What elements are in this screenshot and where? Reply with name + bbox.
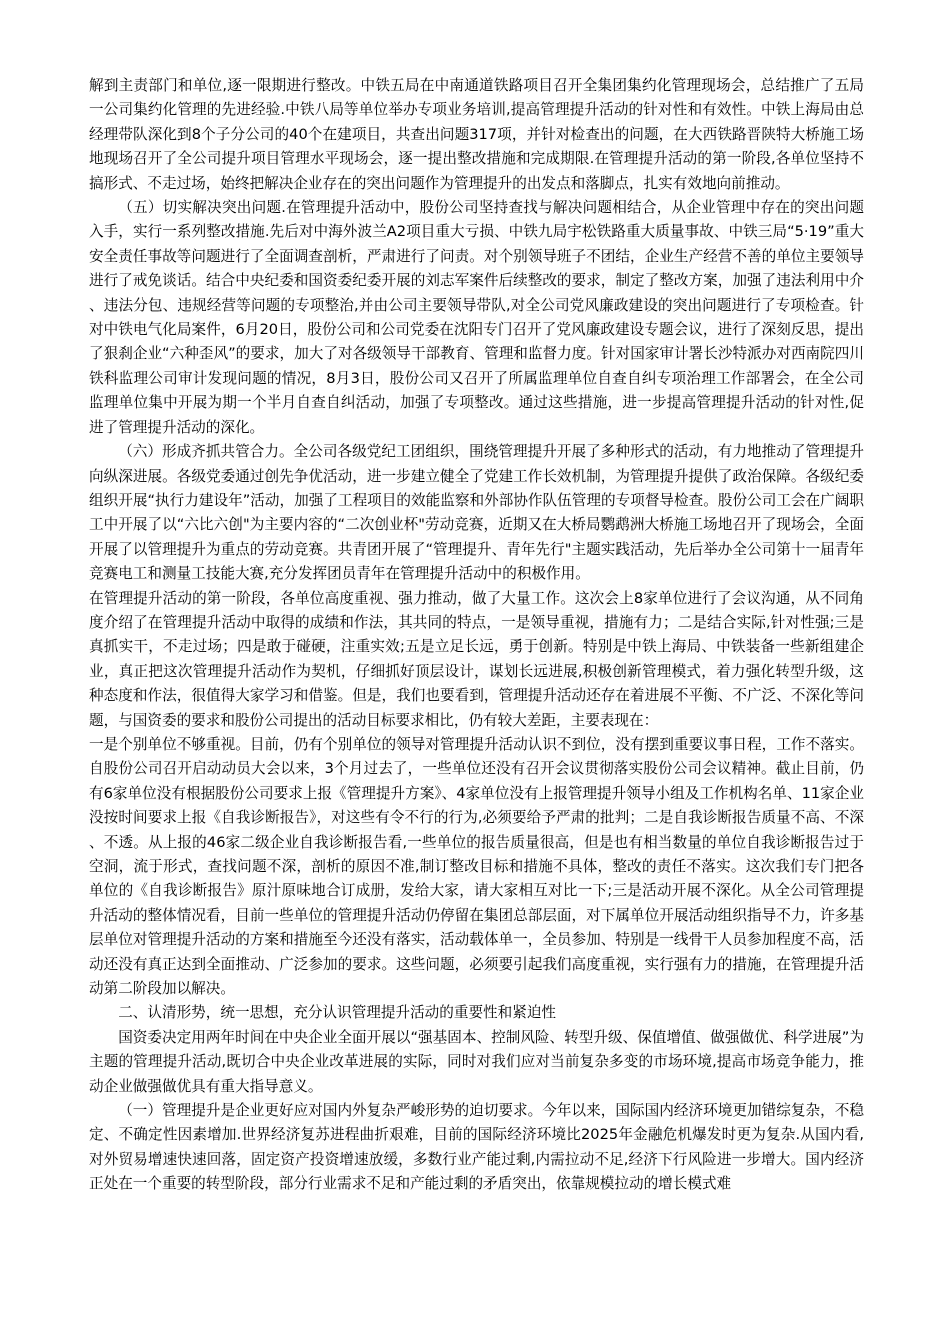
problems-paragraph: 一是个别单位不够重视。目前，仍有个别单位的领导对管理提升活动认识不到位，没有摆到重要议事日程，工作不落实。自股份公司召开启动动员大会以来，3个月过去了，一些单位还没有召开会议贯彻落实股份公司会议精神。截止目前，仍有6家单位没有根据股份公司要求上报《管理提升方案》、4家单位没有上报管理提升领导小组及工作机构名单、11家企业没按时间要求上报《自我诊断报告》，对这些有令不行的行为,必须要给予严肃的批判；二是自我诊断报告质量不高、不深、不透。从上报的46家二级企业自我诊断报告看,一些单位的报告质量很高，但是也有相当数量的单位自我诊断报告过于空洞，流于形式，查找问题不深，剖析的原因不准,制订整改目标和措施不具体，整改的责任不落实。这次我们专门把各单位的《自我诊断报告》原汁原味地合订成册，发给大家，请大家相互对比一下;三是活动开展不深化。从全公司管理提升活动的整体情况看，目前一些单位的管理提升活动仍停留在集团总部层面，对下属单位开展活动组织指导不力，许多基层单位对管理提升活动的方案和措施至今还没有落实，活动载体单一，全员参加、特别是一线骨干人员参加程度不高，活动还没有真正达到全面推动、广泛参加的要求。这些问题，必须要引起我们高度重视，实行强有力的措施，在管理提升活动第二阶段加以解决。 bbox=[89, 735, 864, 998]
section-six-paragraph: （六）形成齐抓共管合力。全公司各级党纪工团组织，围绕管理提升开展了多种形式的活动，有力地推动了管理提升向纵深进展。各级党委通过创先争优活动，进一步建立健全了党建工作长效机制，为管理提升提供了政治保障。各级纪委组织开展“执行力建设年”活动，加强了工程项目的效能监察和外部协作队伍管理的专项督导检查。股份公司工会在广阔职工中开展了以“六比六创"为主要内容的“二次创业杯"劳动竞赛，近期又在大桥局鹦鹉洲大桥施工场地召开了现场会，全面开展了以管理提升为重点的劳动竞赛。共青团开展了“管理提升、青年先行"主题实践活动，先后举办全公司第十一届青年竞赛电工和测量工技能大赛,充分发挥团员青年在管理提升活动中的积极作用。 bbox=[89, 443, 864, 583]
subsection-one-paragraph: （一）管理提升是企业更好应对国内外复杂严峻形势的迫切要求。今年以来，国际国内经济环境更加错综复杂，不稳定、不确定性因素增加.世界经济复苏进程曲折艰难，目前的国际经济环境比2025年金融危机爆发时更为复杂.从国内看,对外贸易增速快速回落，固定资产投资增速放缓，多数行业产能过剩,内需拉动不足,经济下行风险进一步增大。国内经济正处在一个重要的转型阶段，部分行业需求不足和产能过剩的矛盾突出，依靠规模拉动的增长模式难 bbox=[89, 1102, 864, 1193]
section-heading-two: 二、认清形势，统一思想，充分认识管理提升活动的重要性和紧迫性 bbox=[118, 1004, 557, 1022]
section-five-paragraph: （五）切实解决突出问题.在管理提升活动中，股份公司坚持查找与解决问题相结合，从企业管理中存在的突出问题入手，实行一系列整改措施.先后对中海外波兰A2项目重大亏损、中铁九局宇松铁路重大质量事故、中铁三局“5·19”重大安全责任事故等问题进行了全面调查剖析，严肃进行了问责。对个别领导班子不团结，企业生产经营不善的单位主要领导进行了戒免谈话。结合中央纪委和国资委纪委开展的刘志军案件后续整改的要求，制定了整改方案，加强了违法利用中介、违法分包、违规经营等问题的专项整治,并由公司主要领导带队,对全公司党风廉政建设的突出问题进行了专项检查。针对中铁电气化局案件，6月20日，股份公司和公司党委在沈阳专门召开了党风廉政建设专题会议，进行了深刻反思，提出了狠刹企业“六种歪风”的要求，加大了对各级领导干部教育、管理和监督力度。针对国家审计署长沙特派办对西南院四川铁科监理公司审计发现问题的情况，8月3日，股份公司又召开了所属监理单位自查自纠专项治理工作部署会，在全公司监理单位集中开展为期一个半月自查自纠活动，加强了专项整改。通过这些措施，进一步提高管理提升活动的针对性,促进了管理提升活动的深化。 bbox=[89, 199, 864, 436]
body-paragraph-1: 解到主责部门和单位,逐一限期进行整改。中铁五局在中南通道铁路项目召开全集团集约化管理现场会，总结推广了五局一公司集约化管理的先进经验.中铁八局等单位举办专项业务培训,提高管理提升活动的针对性和有效性。中铁上海局由总经理带队深化到8个子分公司的40个在建项目，共查出问题317项，并针对检查出的问题，在大西铁路晋陕特大桥施工场地现场召开了全公司提升项目管理水平现场会，逐一提出整改措施和完成期限.在管理提升活动的第一阶段,各单位坚持不搞形式、不走过场，始终把解决企业存在的突出问题作为管理提升的出发点和落脚点，扎实有效地向前推动。 bbox=[89, 77, 864, 192]
sasac-decision-paragraph: 国资委决定用两年时间在中央企业全面开展以“强基固本、控制风险、转型升级、保值增值、做强做优、科学进展”为主题的管理提升活动,既切合中央企业改革进展的实际，同时对我们应对当前复杂多变的市场环境,提高市场竞争能力，推动企业做强做优具有重大指导意义。 bbox=[89, 1028, 864, 1095]
first-stage-summary-paragraph: 在管理提升活动的第一阶段，各单位高度重视、强力推动，做了大量工作。这次会上8家单位进行了会议沟通，从不同角度介绍了在管理提升活动中取得的成绩和作法，其共同的特点，一是领导重视，措施有力；二是结合实际,针对性强;三是真抓实干，不走过场；四是敢于碰硬，注重实效;五是立足长远，勇于创新。特别是中铁上海局、中铁装备一些新组建企业，真正把这次管理提升活动作为契机，仔细抓好顶层设计，谋划长远进展,积极创新管理模式，着力强化转型升级，这种态度和作法，很值得大家学习和借鉴。但是，我们也要看到，管理提升活动还存在着进展不平衡、不广泛、不深化等问题，与国资委的要求和股份公司提出的活动目标要求相比，仍有较大差距，主要表现在： bbox=[89, 589, 864, 729]
